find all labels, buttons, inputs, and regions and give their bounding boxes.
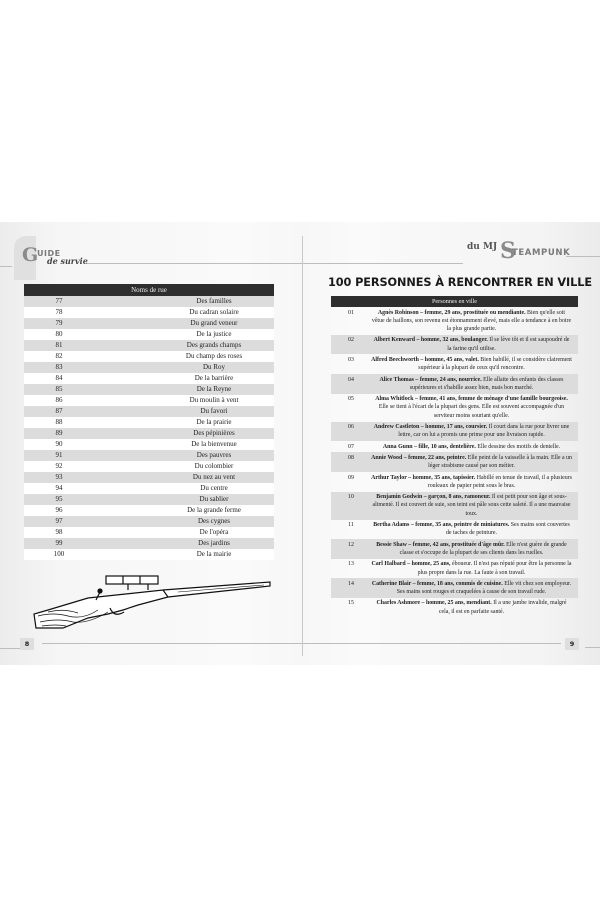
row-number: 99 bbox=[55, 539, 63, 547]
person-detail: Il se lève tôt et il est saupoudré de la farine qu'il utilise. bbox=[447, 337, 570, 352]
street-name: Des pépinières bbox=[193, 429, 235, 437]
street-name: Du nez au vent bbox=[192, 473, 236, 481]
table-row bbox=[24, 538, 274, 549]
row-number: 97 bbox=[55, 517, 63, 525]
row-number: 82 bbox=[55, 352, 63, 360]
table-row bbox=[24, 373, 274, 384]
steampunk-logo-initial: S bbox=[500, 238, 516, 264]
person-description bbox=[371, 560, 578, 577]
street-name: Du sablier bbox=[199, 495, 229, 503]
row-number: 08 bbox=[348, 454, 354, 461]
person-detail: Bien qu'elle soit vêtue de haillons, son revenu est étonnamment élevé, mais elle a tendance à en boire la plus grande partie. bbox=[371, 309, 572, 333]
person-name-role: Carl Halbard – homme, 25 ans, bbox=[371, 561, 451, 568]
footer-rule-left-2 bbox=[42, 643, 302, 644]
table-row bbox=[24, 395, 274, 406]
person-detail: Elle vit chez son employeur. Ses mains sont rouges et craquelées à cause de son travail rude. bbox=[396, 580, 572, 596]
person-name-role: Agnès Robinson – femme, 29 ans, prostituée ou mendiante. bbox=[377, 309, 526, 316]
footer-rule-right-2 bbox=[585, 647, 600, 648]
people-table bbox=[331, 296, 578, 618]
street-name: Du cadran solaire bbox=[189, 308, 239, 316]
person-description bbox=[371, 423, 578, 440]
street-name: De la grande ferme bbox=[187, 506, 241, 514]
row-number: 06 bbox=[348, 424, 354, 431]
table-row bbox=[331, 335, 578, 355]
table-row bbox=[331, 472, 578, 492]
person-description bbox=[371, 395, 578, 420]
table-row bbox=[24, 472, 274, 483]
person-name-role: Albert Kenward – homme, 32 ans, boulanger. bbox=[373, 337, 488, 344]
table-row bbox=[331, 307, 578, 335]
row-number: 96 bbox=[55, 506, 63, 514]
row-number: 07 bbox=[348, 443, 354, 450]
guide-logo-subtitle: de survie bbox=[47, 256, 88, 266]
table-row bbox=[331, 492, 578, 520]
person-description bbox=[371, 336, 578, 353]
table-row bbox=[331, 394, 578, 422]
row-number: 92 bbox=[55, 462, 63, 470]
table-row bbox=[24, 450, 274, 461]
table-row bbox=[24, 406, 274, 417]
street-name: Du centre bbox=[200, 484, 228, 492]
street-name: De la bienvenue bbox=[191, 440, 237, 448]
table-row bbox=[331, 374, 578, 394]
person-name-role: Alice Thomas – femme, 24 ans, nourrice. bbox=[379, 376, 482, 383]
person-detail: Habillé en tenue de travail, il a plusieurs rouleaux de papier peint sous le bras. bbox=[427, 474, 572, 489]
row-number: 79 bbox=[55, 319, 63, 327]
street-name: De l'opéra bbox=[199, 528, 229, 536]
street-name: Des grands champs bbox=[186, 341, 242, 349]
row-number: 02 bbox=[348, 337, 354, 344]
person-name-role: Benjamin Godwin – garçon, 8 ans, ramoneur. bbox=[376, 494, 491, 501]
person-detail: Elle se tient à l'écart de la plupart des gens. Elle est souvent accompagnée d'un serviteur moins souriant qu'elle. bbox=[378, 404, 565, 419]
header-rule-left bbox=[0, 266, 12, 267]
person-description bbox=[371, 474, 578, 491]
row-number: 15 bbox=[348, 600, 354, 607]
row-number: 94 bbox=[55, 484, 63, 492]
row-number: 95 bbox=[55, 495, 63, 503]
table-row bbox=[331, 520, 578, 540]
row-number: 78 bbox=[55, 308, 63, 316]
table-row bbox=[24, 329, 274, 340]
table-row bbox=[24, 417, 274, 428]
people-table-body bbox=[331, 307, 578, 618]
street-name: Du Roy bbox=[203, 363, 225, 371]
header-rule-left-2 bbox=[86, 263, 302, 264]
person-name-role: Alfred Beechworth – homme, 45 ans, valet. bbox=[371, 356, 479, 363]
person-name-role: Catherine Blair – femme, 18 ans, commis de cuisine. bbox=[371, 580, 503, 587]
street-name: Des cygnes bbox=[197, 517, 231, 525]
person-detail: Il est petit pour son âge et sous-alimenté. Il est couvert de suie, son teint est pâle sous cette saleté. Il a une mauvaise toux. bbox=[372, 494, 571, 517]
street-name: De la Reyne bbox=[196, 385, 232, 393]
table-row bbox=[24, 461, 274, 472]
person-name-role: Bertha Adams – femme, 35 ans, peintre de miniatures. bbox=[373, 522, 510, 529]
footer-rule-left bbox=[0, 648, 20, 649]
person-description bbox=[371, 521, 578, 538]
table-row bbox=[24, 439, 274, 450]
person-name-role: Anna Gunn – fille, 10 ans, dentelière. bbox=[382, 443, 476, 450]
street-names-table-body bbox=[24, 296, 274, 560]
table-row bbox=[24, 384, 274, 395]
row-number: 89 bbox=[55, 429, 63, 437]
page-title: 100 PERSONNES À RENCONTRER EN VILLE bbox=[328, 276, 592, 289]
table-row bbox=[24, 505, 274, 516]
street-name: Des familles bbox=[196, 297, 232, 305]
row-number: 100 bbox=[53, 550, 65, 558]
row-number: 13 bbox=[348, 561, 354, 568]
person-detail: Il a une jambe invalide, malgré cela, il est en parfaite santé. bbox=[438, 600, 567, 615]
table-row bbox=[24, 318, 274, 329]
person-name-role: Arthur Taylor – homme, 35 ans, tapissier. bbox=[371, 474, 476, 481]
table-row bbox=[331, 578, 578, 598]
street-name: De la barrière bbox=[194, 374, 234, 382]
street-name: De la justice bbox=[196, 330, 232, 338]
book-spine bbox=[302, 236, 303, 656]
person-name-role: Bessie Shaw – femme, 42 ans, prostituée d'âge mûr. bbox=[376, 541, 505, 548]
table-row bbox=[331, 539, 578, 559]
page-number-left: 8 bbox=[20, 638, 34, 650]
street-name: Du colombier bbox=[194, 462, 234, 470]
street-name: Des jardins bbox=[198, 539, 230, 547]
person-description bbox=[371, 541, 578, 558]
row-number: 88 bbox=[55, 418, 63, 426]
row-number: 91 bbox=[55, 451, 63, 459]
table-row bbox=[24, 296, 274, 307]
row-number: 98 bbox=[55, 528, 63, 536]
table-row bbox=[331, 354, 578, 374]
table-row bbox=[24, 351, 274, 362]
footer-rule-right bbox=[303, 643, 561, 644]
row-number: 93 bbox=[55, 473, 63, 481]
page-number-right: 9 bbox=[565, 638, 579, 650]
table-row bbox=[24, 362, 274, 373]
person-name-role: Charles Ashmore – homme, 25 ans, mendiant. bbox=[376, 600, 492, 607]
table-row bbox=[24, 307, 274, 318]
street-name: Des pauvres bbox=[196, 451, 232, 459]
person-detail: Elle n'est guère de grande classe et s'occupe de la plupart de ses clients dans les ruelles. bbox=[399, 541, 567, 556]
table-row bbox=[24, 483, 274, 494]
steampunk-logo-word: TEAMPUNK bbox=[512, 248, 571, 258]
table-row bbox=[331, 422, 578, 442]
person-description bbox=[371, 580, 578, 597]
row-number: 10 bbox=[348, 494, 354, 501]
header-rule-right bbox=[303, 263, 463, 264]
row-number: 90 bbox=[55, 440, 63, 448]
person-detail: Elle allaite des enfants des classes supérieures et s'habille assez bien, mais bon marché. bbox=[409, 376, 564, 391]
steampunk-logo-prefix: du MJ bbox=[467, 242, 498, 252]
table-row bbox=[24, 527, 274, 538]
row-number: 04 bbox=[348, 376, 354, 383]
row-number: 80 bbox=[55, 330, 63, 338]
row-number: 14 bbox=[348, 580, 354, 587]
person-detail: Elle peint de la vaisselle à la main. Elle a un léger strabisme causé par son métier. bbox=[428, 454, 572, 470]
person-description bbox=[371, 599, 578, 616]
header-rule-right-2 bbox=[566, 256, 600, 257]
row-number: 11 bbox=[348, 522, 354, 529]
table-row bbox=[24, 549, 274, 560]
table-row bbox=[24, 494, 274, 505]
table-row bbox=[24, 428, 274, 439]
person-description bbox=[371, 493, 578, 518]
person-description bbox=[371, 356, 578, 373]
street-names-table bbox=[24, 284, 274, 560]
row-number: 01 bbox=[348, 309, 354, 316]
row-number: 77 bbox=[55, 297, 63, 305]
person-description bbox=[371, 454, 578, 471]
guide-logo-word: UIDE bbox=[37, 249, 61, 258]
table-row bbox=[331, 559, 578, 579]
person-detail: Ses mains sont couvertes de taches de peinture. bbox=[445, 522, 570, 537]
table-row bbox=[331, 441, 578, 452]
person-detail: Il court dans la rue pour livrer une lettre, car on lui a promis une prime pour une livraison rapide. bbox=[398, 424, 570, 439]
people-table-header: Personnes en ville bbox=[331, 296, 578, 307]
table-row bbox=[331, 598, 578, 618]
person-name-role: Annie Wood – femme, 22 ans, peintre. bbox=[371, 454, 467, 461]
row-number: 84 bbox=[55, 374, 63, 382]
row-number: 83 bbox=[55, 363, 63, 371]
street-name: Du favori bbox=[200, 407, 228, 415]
row-number: 81 bbox=[55, 341, 63, 349]
row-number: 05 bbox=[348, 396, 354, 403]
rifle-illustration bbox=[28, 570, 278, 630]
person-detail: Elle dessine des motifs de dentelle. bbox=[475, 443, 561, 450]
row-number: 85 bbox=[55, 385, 63, 393]
street-name: Du moulin à vent bbox=[189, 396, 239, 404]
table-row bbox=[331, 452, 578, 472]
person-description bbox=[371, 443, 578, 451]
person-name-role: Andrew Castleton – homme, 17 ans, coursier. bbox=[373, 424, 488, 431]
row-number: 12 bbox=[348, 541, 354, 548]
person-name-role: Alma Whitlock – femme, 41 ans, femme de ménage d'une famille bourgeoise. bbox=[375, 396, 568, 403]
street-name: Du champ des roses bbox=[185, 352, 243, 360]
row-number: 87 bbox=[55, 407, 63, 415]
street-names-table-header: Noms de rue bbox=[24, 284, 274, 296]
person-detail: éboueur. Il n'est pas réputé pour être la personne la plus propre dans la rue. La faute à son travail. bbox=[417, 561, 572, 576]
table-row bbox=[24, 516, 274, 527]
person-description bbox=[371, 376, 578, 393]
row-number: 86 bbox=[55, 396, 63, 404]
row-number: 03 bbox=[348, 356, 354, 363]
person-detail: Bien habillé, il se considère clairement supérieur à la plupart de ceux qu'il rencontre. bbox=[418, 356, 572, 372]
street-name: De la mairie bbox=[196, 550, 232, 558]
street-name: De la prairie bbox=[196, 418, 232, 426]
guide-logo-initial: G bbox=[22, 244, 39, 266]
row-number: 09 bbox=[348, 474, 354, 481]
street-name: Du grand veneur bbox=[190, 319, 238, 327]
person-description bbox=[371, 309, 578, 334]
table-row bbox=[24, 340, 274, 351]
